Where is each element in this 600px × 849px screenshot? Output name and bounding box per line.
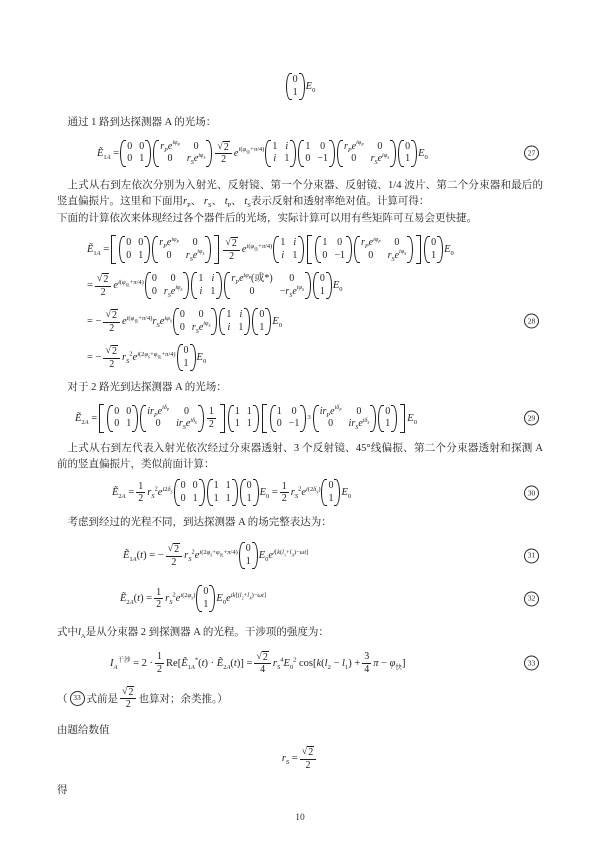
paragraph-remark-row xyxy=(57,686,543,711)
equation-28-line-2: = √ 2 2 $e^{i(\varphi_快+\pi/4)}$ 0 0 0 $r_Se^{i\varphi_S}$ 1 i i 1 $r_Pe^{i\varphi_P}$(或*) 0 0 $-r_Se^{i\varphi_S}$ 0 1 $E_0$ xyxy=(87,271,343,299)
equation-number-31: 31 xyxy=(524,548,539,563)
equation-28-line-4: = − √ 2 2 $r_S^2e^{i(2\varphi_S+\varphi_快+\pi/4)}$ 0 1 $E_0$ xyxy=(87,343,206,372)
equation-28-line-3: = − √ 2 2 $e^{i(\varphi_快+\pi/4)}r_Se^{i\varphi_S}$ 0 0 0 $r_Se^{i\varphi_S}$ 1 i i 1 0 1 $E_0$ xyxy=(87,309,283,335)
equation-32-row xyxy=(57,584,543,613)
equation-28-line-1: Ẽ$_{1A}$ = 0 0 0 1 $r_Pe^{i\varphi_P}$ 0 0 $r_Se^{i\varphi_S}$ √ 2 2 $e^{i(\varphi_快+\pi/4)}$ 1 i i 1 1 0 0 −1 $r_Pe^{i\varphi_P}$ 0 0 $r_Se^{i\varphi_S}$ 0 1 $E_0$ xyxy=(87,235,454,263)
equation-30: Ẽ$_{2A}$ = $\frac{1}{2}$ $r_S^2e^{i2\delta_S}$ 0 0 0 1 1 1 1 1 0 1 $E_0$ = $\frac{1}{2}$ $r_S^2e^{i(2\delta_S)}$ 0 1 $E_0$ xyxy=(112,478,351,507)
paragraph-calc-note: 下面的计算依次来体现经过各个器件后的光场，实际计算可以用有些矩阵可互易会更快捷。 xyxy=(57,213,477,225)
equation-number-29: 29 xyxy=(524,411,539,426)
equation-27-row xyxy=(57,139,543,168)
equation-29-row xyxy=(57,404,543,433)
paragraph-interference-intro: 式中$l_A$是从分束器 2 到探测器 A 的光程。干涉项的强度为： xyxy=(57,627,329,641)
equation-initial-vector-row xyxy=(57,72,543,101)
equation-32: Ẽ$_{2A}$(t) = $\frac{1}{2}$ $r_S^2e^{i(2\varphi_S)}$ 0 1 $E_0e^{ik[(l_2+l_A)-\omega t]}$ xyxy=(120,584,266,613)
paragraph-given-values: 由题给数值 xyxy=(57,724,110,736)
equation-31: Ẽ$_{1A}$(t) = − √ 2 2 $r_S^2e^{i(2\varphi_S+\varphi_快+\pi/4)}$ 0 1 $E_0e^{i[k(l_1+l_A)-\omega t]}$ xyxy=(123,541,308,570)
equation-rs-value: $r_S$ = √ 2 2 xyxy=(282,746,318,771)
equation-28 xyxy=(57,235,454,372)
equation-number-30: 30 xyxy=(524,485,539,500)
equation-33: $I_A^{干涉} = 2$ · $\frac{1}{2}$ Re[Ẽ$_{1A}$*(t) · Ẽ$_{2A}$(t)] = √ 2 4 $r_S^4E_0^2$ $\cos[k(l_2 - l_1)$ + $\frac{3}{4}$ $\pi - \varphi_快$] xyxy=(110,650,406,676)
paragraph-path2-intro: 对于 2 路光到达探测器 A 的光场： xyxy=(67,382,227,393)
paragraph-remark: （ 33 式前是 √ 2 2 也算对；余类推。） xyxy=(57,685,228,711)
equation-number-32: 32 xyxy=(524,591,539,606)
equation-33-row xyxy=(57,651,543,676)
equation-number-28: 28 xyxy=(524,314,539,329)
equation-31-row xyxy=(57,541,543,570)
paragraph-optical-path-note: 考虑到经过的光程不同，到达探测器 A 的场完整表达为： xyxy=(67,517,332,529)
equation-rs-row xyxy=(57,746,543,771)
equation-27: Ẽ$_{1A}$ = 0 0 0 1 $r_Pe^{i\varphi_P}$ 0 0 $r_Se^{i\varphi_S}$ √ 2 2 $e^{i(\varphi_快+\pi/4)}$ 1 i i 1 1 0 0 −1 $r_Pe^{i\varphi_P}$ 0 0 $r_Se^{i\varphi_S}$ 0 1 $E_0$ xyxy=(97,139,428,167)
paragraph-elements-description: 上式从右到左依次分别为入射光、反射镜、第一个分束器、反射镜、1/4 波片、第二个分束器和最后的竖直偏振片。这里和下面用$r_P$、 $r_S$、 $t_P$、 $t_S$表示反射和透射率绝对值。计算可得： xyxy=(57,179,543,209)
paragraph-result-lead: 得 xyxy=(57,785,68,797)
equation-number-33: 33 xyxy=(524,656,539,671)
equation-number-27: 27 xyxy=(524,146,539,161)
equation-29: Ẽ$_{2A}$ = 0 0 0 1 $ir_Pe^{i\delta_P}$ 0 0 $ir_Se^{i\delta_S}$ $\frac{1}{2}$ 1 1 1 1 1 0 0 −1 3 $ir_Pe^{i\delta_P}$ 0 0 $ir_Se^{i\delta_S}$ 0 1 $E_0$ xyxy=(75,404,417,432)
page-number: 10 xyxy=(295,813,305,823)
equation-30-row xyxy=(57,478,543,507)
equation-initial-vector: 0 1 $E_0$ xyxy=(285,72,316,101)
equation-28-row xyxy=(57,235,543,372)
paragraph-path2-description: 上式从右到左代表入射光依次经过分束器透射、3 个反射镜、45°线偏振、第二个分束器透射和探测 A 前的竖直偏振片，类似前面计算： xyxy=(57,442,543,470)
paragraph-path1-intro: 通过 1 路到达探测器 A 的光场： xyxy=(67,117,217,128)
